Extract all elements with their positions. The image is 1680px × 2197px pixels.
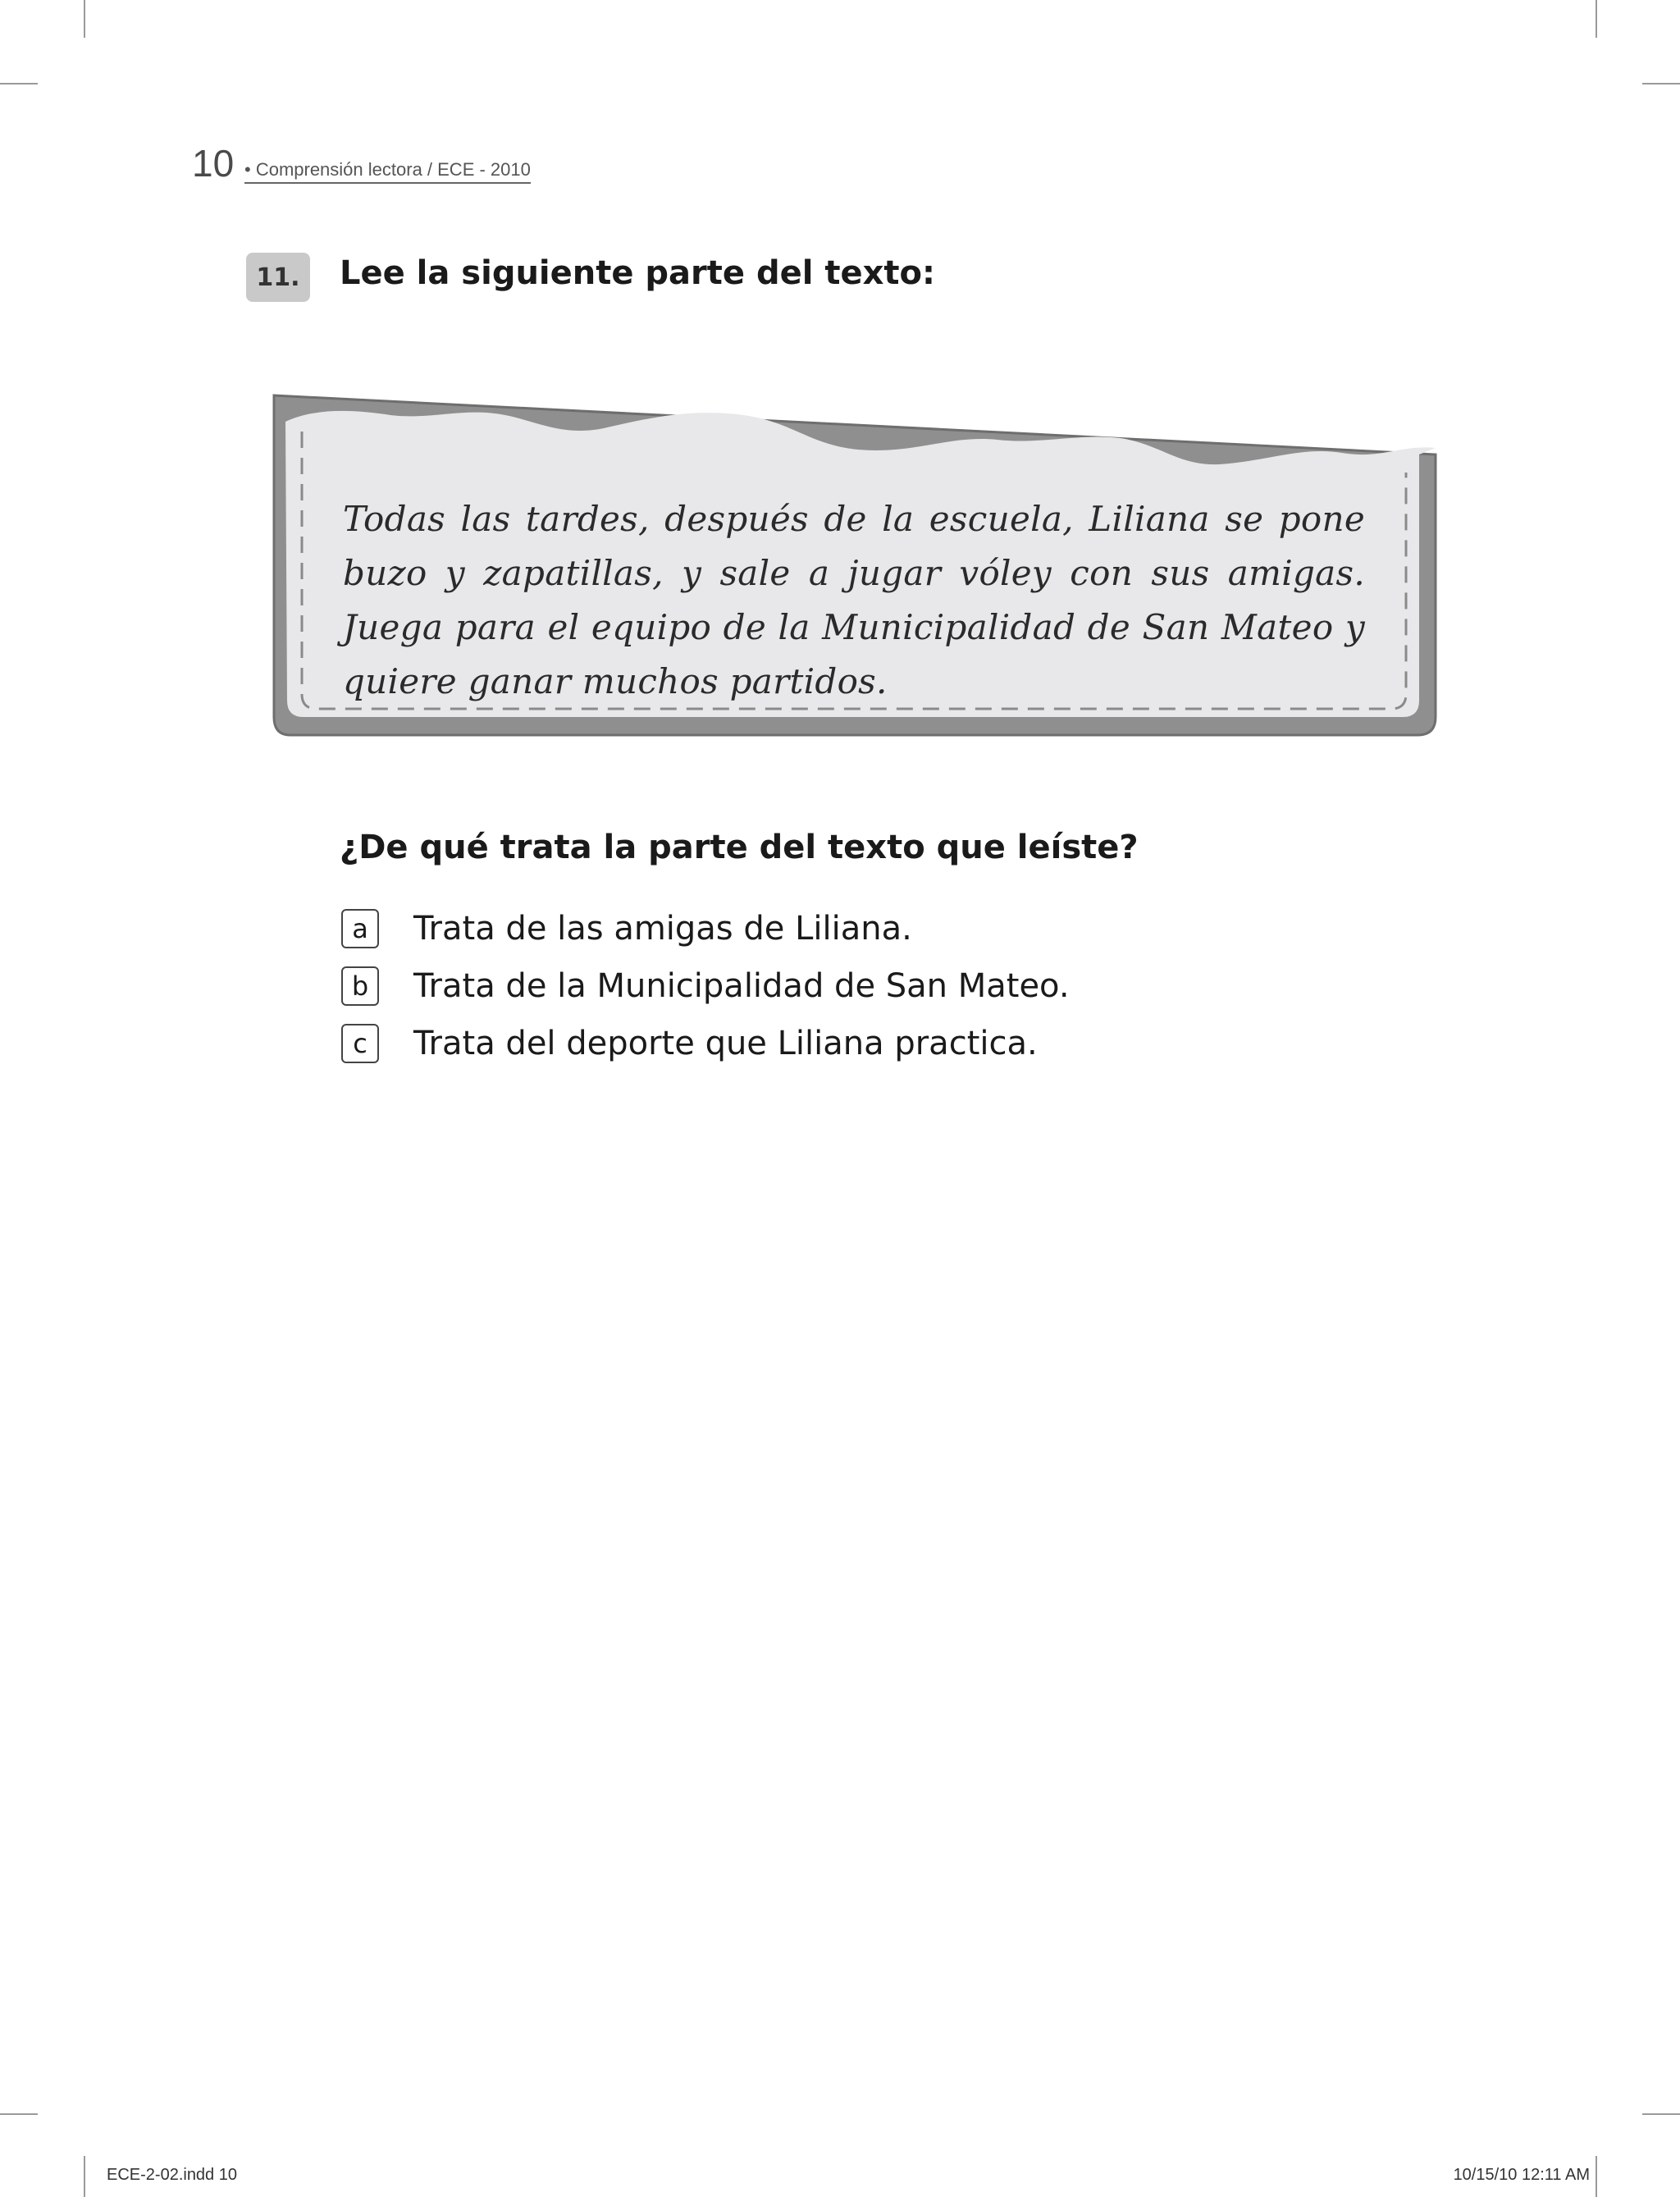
slug-filename: ECE-2-02.indd 10: [107, 2166, 237, 2184]
page-number: 10: [192, 142, 235, 185]
option-text: Trata de las amigas de Liliana.: [413, 910, 912, 948]
crop-mark: [84, 0, 85, 38]
question-number-badge: 11.: [246, 253, 310, 302]
passage-box: [267, 391, 1440, 743]
option-letter-box[interactable]: b: [341, 966, 379, 1006]
passage-text: Todas las tardes, después de la escuela, Liliana se pone buzo y zapatillas, y sale a jugar vóley con sus amigas. Juega para el equipo de la Municipalidad de San Mateo y quiere ganar muchos partidos.: [343, 499, 1365, 701]
option-letter-box[interactable]: a: [341, 909, 379, 948]
crop-mark: [0, 2113, 38, 2115]
crop-mark: [0, 83, 38, 84]
question-instruction: Lee la siguiente parte del texto:: [340, 254, 935, 292]
slug-timestamp: 10/15/10 12:11 AM: [1453, 2166, 1590, 2184]
section-label: • Comprensión lectora / ECE - 2010: [244, 159, 531, 184]
option-text: Trata de la Municipalidad de San Mateo.: [413, 967, 1070, 1005]
option-letter-box[interactable]: c: [341, 1024, 379, 1063]
crop-mark: [84, 2156, 85, 2197]
question-prompt: ¿De qué trata la parte del texto que leíste?: [340, 829, 1139, 866]
crop-mark: [1642, 2113, 1680, 2115]
crop-mark: [1596, 0, 1597, 38]
option-text: Trata del deporte que Liliana practica.: [413, 1025, 1038, 1062]
crop-mark: [1596, 2156, 1597, 2197]
crop-mark: [1642, 83, 1680, 84]
